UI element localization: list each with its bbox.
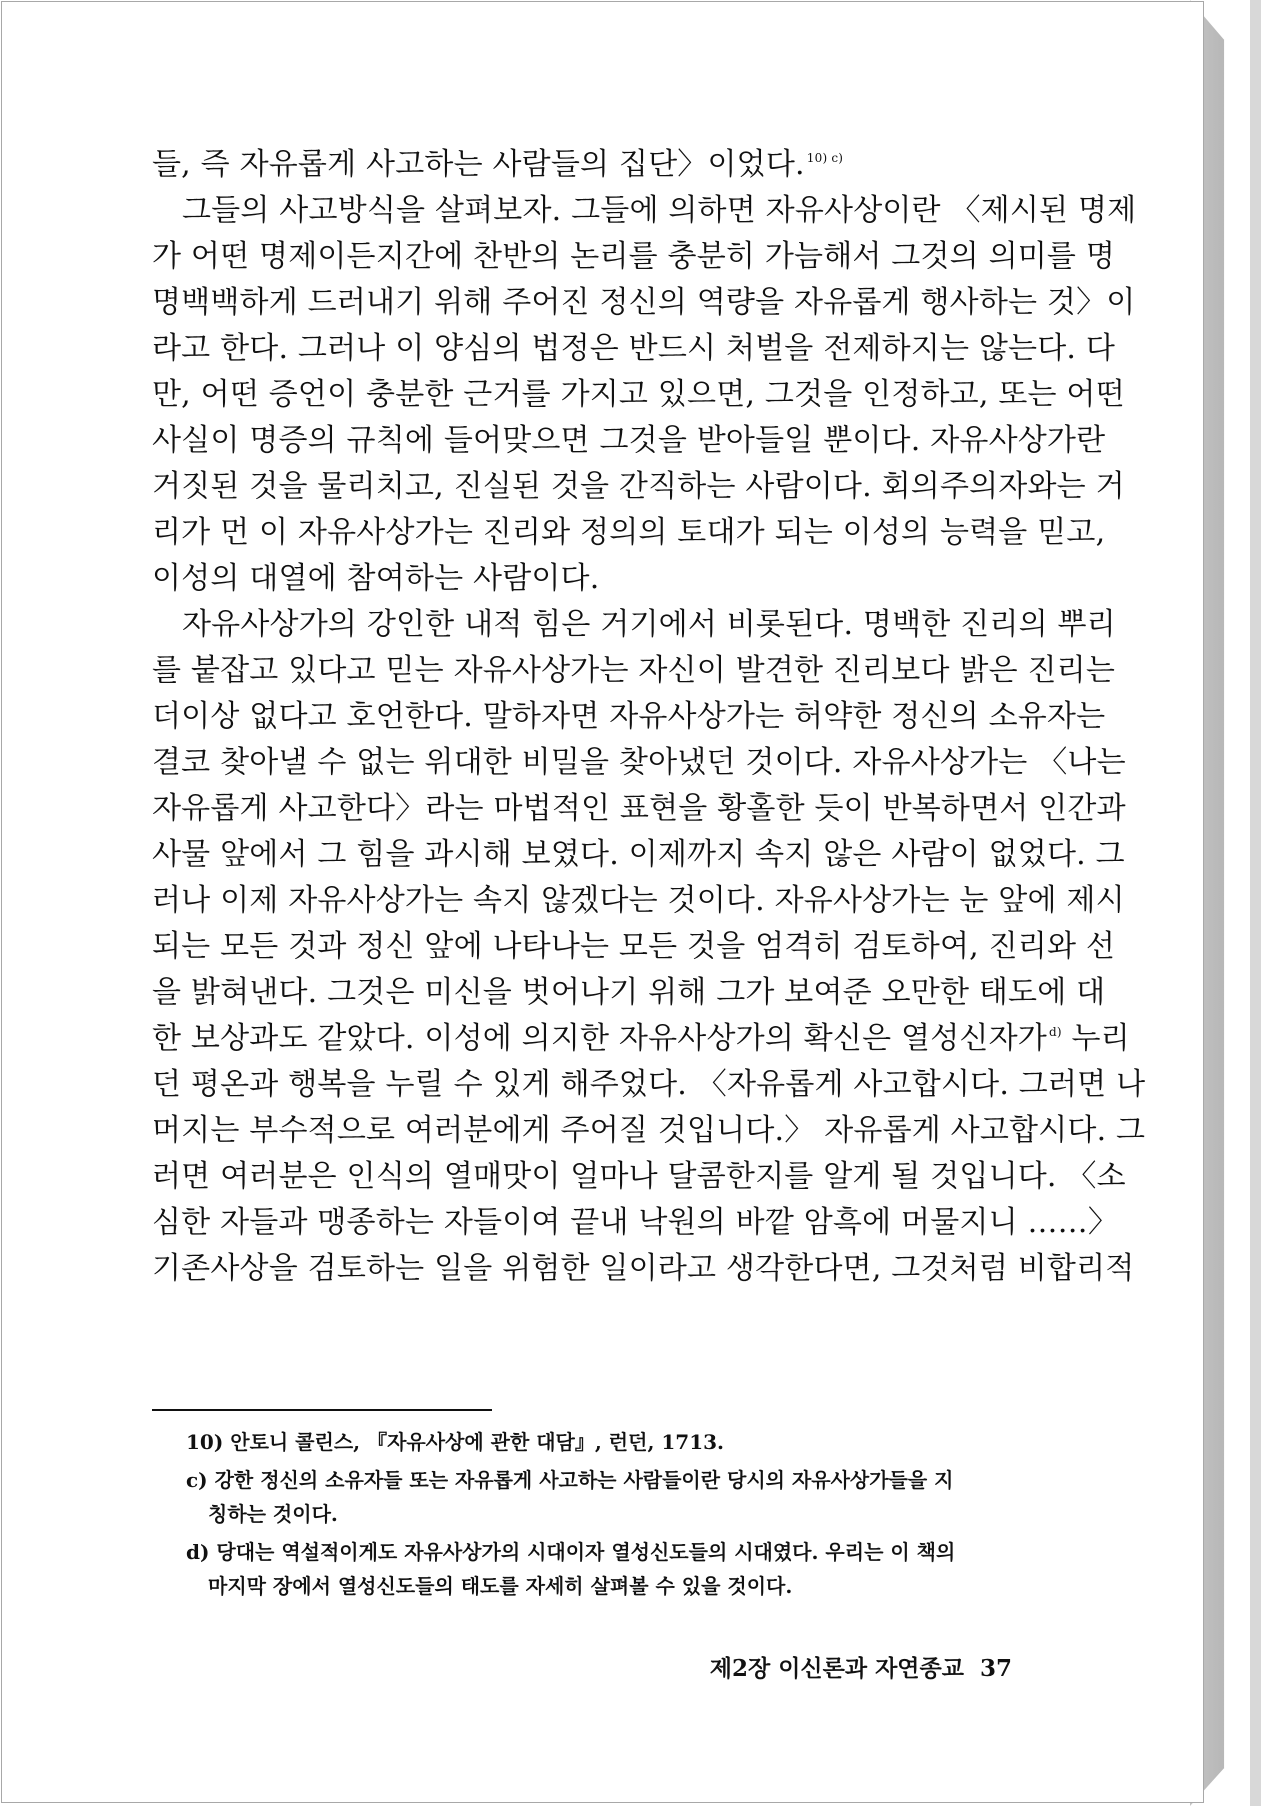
footnote-separator bbox=[152, 1409, 492, 1411]
footnotes bbox=[186, 1425, 1032, 1603]
text-line: 이성의 대열에 참여하는 사람이다. bbox=[152, 561, 600, 596]
text-line: 명백백하게 드러내기 위해 주어진 정신의 역량을 자유롭게 행사하는 것〉이 bbox=[152, 285, 1136, 320]
footnote-ref: 10) c) bbox=[806, 151, 844, 165]
text-line: 결코 찾아낼 수 없는 위대한 비밀을 찾아냈던 것이다. 자유사상가는 〈나는 bbox=[152, 745, 1126, 780]
text-line: 라고 한다. 그러나 이 양심의 법정은 반드시 처벌을 전제하지는 않는다. 다 bbox=[152, 331, 1116, 366]
text-line: 들, 즉 자유롭게 사고하는 사람들의 집단〉이었다. $^{10) c)}$ bbox=[152, 147, 844, 182]
book-page bbox=[1, 1, 1204, 1803]
book-edge bbox=[1250, 0, 1261, 1806]
text-line: 한 보상과도 같았다. 이성에 의지한 자유사상가의 확신은 열성신자가 $^{d)}$ 누리 bbox=[152, 1021, 1130, 1056]
text-line: 심한 자들과 맹종하는 자들이여 끝내 낙원의 바깥 암흑에 머물지니 ……〉 bbox=[152, 1205, 1119, 1240]
text-line: 만, 어떤 증언이 충분한 근거를 가지고 있으면, 그것을 인정하고, 또는 어떤 bbox=[152, 377, 1125, 412]
chapter-title: 제2장 이신론과 자연종교 bbox=[709, 1655, 964, 1682]
text-line: 러면 여러분은 인식의 열매맛이 얼마나 달콤한지를 알게 될 것입니다. 〈소 bbox=[152, 1159, 1126, 1194]
text-line: 던 평온과 행복을 누릴 수 있게 해주었다. 〈자유롭게 사고합시다. 그러면 나 bbox=[152, 1067, 1146, 1102]
text-line: 가 어떤 명제이든지간에 찬반의 논리를 충분히 가늠해서 그것의 의미를 명 bbox=[152, 239, 1116, 274]
body-text bbox=[152, 142, 1146, 1292]
text-line: 그들의 사고방식을 살펴보자. 그들에 의하면 자유사상이란 〈제시된 명제 bbox=[182, 193, 1137, 228]
text-line: 더이상 없다고 호언한다. 말하자면 자유사상가는 허약한 정신의 소유자는 bbox=[152, 699, 1106, 734]
text-line: 자유사상가의 강인한 내적 힘은 거기에서 비롯된다. 명백한 진리의 뿌리 bbox=[182, 607, 1116, 642]
page-number: 37 bbox=[979, 1655, 1012, 1682]
footnote-c-continued: 칭하는 것이다. bbox=[208, 1502, 338, 1526]
text-line: 을 밝혀낸다. 그것은 미신을 벗어나기 위해 그가 보여준 오만한 태도에 대 bbox=[152, 975, 1106, 1010]
text-line: 리가 먼 이 자유사상가는 진리와 정의의 토대가 되는 이성의 능력을 믿고, bbox=[152, 515, 1106, 550]
text-line: 사실이 명증의 규칙에 들어맞으면 그것을 받아들일 뿐이다. 자유사상가란 bbox=[152, 423, 1106, 458]
text-line: 사물 앞에서 그 힘을 과시해 보였다. 이제까지 속지 않은 사람이 없었다. 그 bbox=[152, 837, 1125, 872]
text-line: 되는 모든 것과 정신 앞에 나타나는 모든 것을 엄격히 검토하여, 진리와 선 bbox=[152, 929, 1116, 964]
footnote-10: 10) 안토니 콜린스, 『자유사상에 관한 대담』, 런던, 1713. bbox=[186, 1430, 724, 1454]
footnote-c: c) 강한 정신의 소유자들 또는 자유롭게 사고하는 사람들이란 당시의 자유사상가들을 지 bbox=[186, 1468, 954, 1492]
text-line: 거짓된 것을 물리치고, 진실된 것을 간직하는 사람이다. 회의주의자와는 거 bbox=[152, 469, 1125, 504]
text-line: 기존사상을 검토하는 일을 위험한 일이라고 생각한다면, 그것처럼 비합리적 bbox=[152, 1251, 1135, 1286]
text-line: 를 붙잡고 있다고 믿는 자유사상가는 자신이 발견한 진리보다 밝은 진리는 bbox=[152, 653, 1116, 688]
text-line: 자유롭게 사고한다〉라는 마법적인 표현을 황홀한 듯이 반복하면서 인간과 bbox=[152, 791, 1126, 826]
footnote-ref: d) bbox=[1048, 1025, 1062, 1039]
footnote-d-continued: 마지막 장에서 열성신도들의 태도를 자세히 살펴볼 수 있을 것이다. bbox=[208, 1574, 793, 1598]
text-line: 머지는 부수적으로 여러분에게 주어질 것입니다.〉 자유롭게 사고합시다. 그 bbox=[152, 1113, 1146, 1148]
text-line: 러나 이제 자유사상가는 속지 않겠다는 것이다. 자유사상가는 눈 앞에 제시 bbox=[152, 883, 1125, 918]
running-footer bbox=[702, 1652, 1012, 1686]
footnote-d: d) 당대는 역설적이게도 자유사상가의 시대이자 열성신도들의 시대였다. 우리는 이 책의 bbox=[186, 1540, 956, 1564]
